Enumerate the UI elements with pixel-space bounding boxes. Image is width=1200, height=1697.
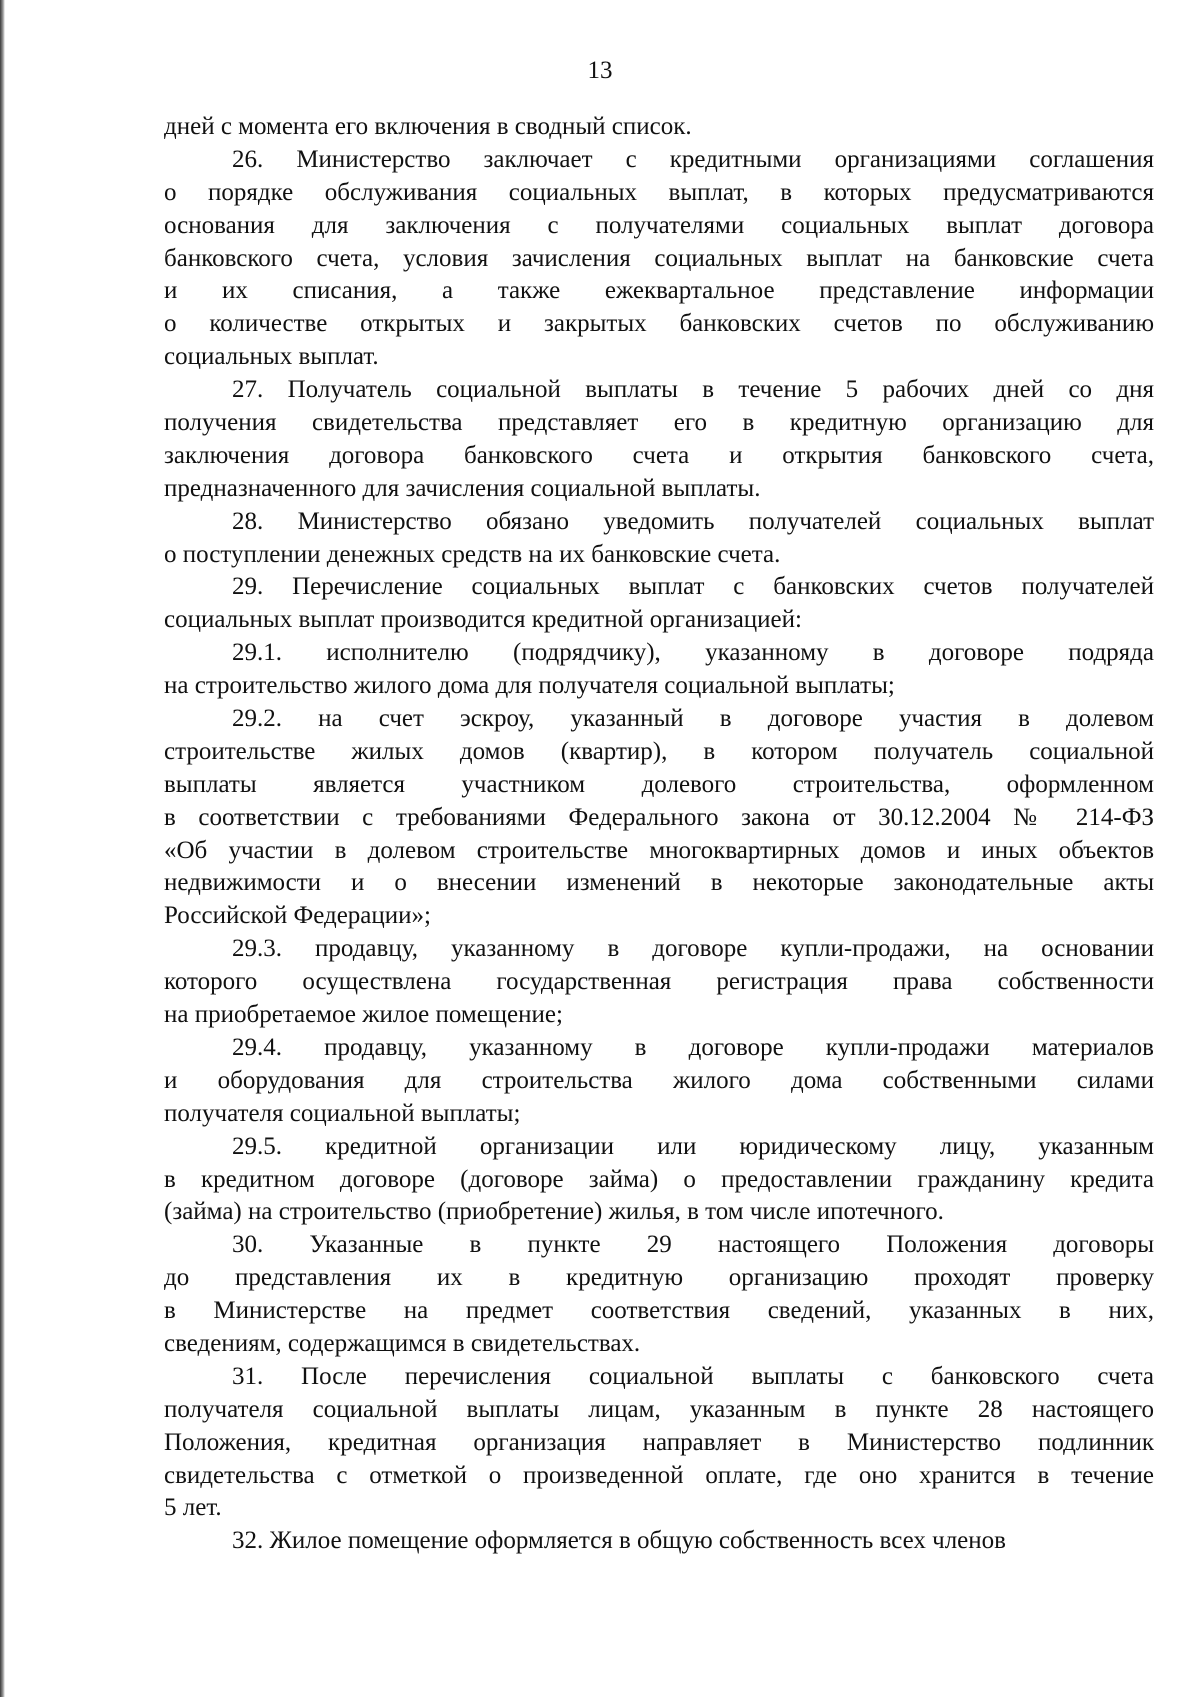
text-line: 32. Жилое помещение оформляется в общую собственность всех членов xyxy=(232,1527,1006,1555)
text-line: и их списания, а также ежеквартальное представление информации xyxy=(164,277,1154,305)
text-line: о поступлении денежных средств на их банковские счета. xyxy=(164,540,781,568)
paragraph-p26 xyxy=(164,144,1154,374)
text-line: «Об участии в долевом строительстве многоквартирных домов и иных объектов xyxy=(164,836,1154,864)
document-body xyxy=(164,111,1154,1558)
text-line: до представления их в кредитную организацию проходят проверку xyxy=(164,1264,1154,1292)
paragraph-p30 xyxy=(164,1229,1154,1361)
text-line: на строительство жилого дома для получателя социальной выплаты; xyxy=(164,672,895,700)
text-line: 28. Министерство обязано уведомить получателей социальных выплат xyxy=(232,507,1154,535)
text-line: выплаты является участником долевого строительства, оформленном xyxy=(164,770,1154,798)
text-line: на приобретаемое жилое помещение; xyxy=(164,1001,563,1029)
text-line: заключения договора банковского счета и открытия банковского счета, xyxy=(164,441,1154,469)
text-line: и оборудования для строительства жилого дома собственными силами xyxy=(164,1066,1154,1094)
text-line: 29.2. на счет эскроу, указанный в договоре участия в долевом xyxy=(232,705,1154,733)
text-line: 29.5. кредитной организации или юридическому лицу, указанным xyxy=(232,1132,1154,1160)
paragraph-p29-2 xyxy=(164,703,1154,933)
paragraph-p29-3 xyxy=(164,933,1154,1032)
text-line: недвижимости и о внесении изменений в некоторые законодательные акты xyxy=(164,869,1154,897)
text-line: социальных выплат. xyxy=(164,343,379,371)
text-line: 26. Министерство заключает с кредитными организациями соглашения xyxy=(232,145,1154,173)
text-line: Российской Федерации»; xyxy=(164,902,431,930)
text-line: получателя социальной выплаты; xyxy=(164,1099,521,1127)
text-line: о порядке обслуживания социальных выплат, в которых предусматриваются xyxy=(164,178,1154,206)
text-line: в Министерстве на предмет соответствия сведений, указанных в них, xyxy=(164,1297,1154,1325)
text-line: строительстве жилых домов (квартир), в котором получатель социальной xyxy=(164,737,1154,765)
text-line: 31. После перечисления социальной выплаты с банковского счета xyxy=(232,1362,1154,1390)
paragraph-p28 xyxy=(164,506,1154,572)
text-line: банковского счета, условия зачисления социальных выплат на банковские счета xyxy=(164,244,1154,272)
text-line: предназначенного для зачисления социальной выплаты. xyxy=(164,474,761,502)
text-line: основания для заключения с получателями социальных выплат договора xyxy=(164,211,1154,239)
text-line: Положения, кредитная организация направляет в Министерство подлинник xyxy=(164,1428,1154,1456)
paragraph-p29-4 xyxy=(164,1032,1154,1131)
paragraph-p29-1 xyxy=(164,637,1154,703)
text-line: социальных выплат производится кредитной организацией: xyxy=(164,606,802,634)
paragraph-p31 xyxy=(164,1361,1154,1525)
paragraph-p29-5 xyxy=(164,1131,1154,1230)
text-line: свидетельства с отметкой о произведенной оплате, где оно хранится в течение xyxy=(164,1461,1154,1489)
text-line: дней с момента его включения в сводный список. xyxy=(164,113,692,140)
text-line: получателя социальной выплаты лицам, указанным в пункте 28 настоящего xyxy=(164,1395,1154,1423)
text-line: получения свидетельства представляет его в кредитную организацию для xyxy=(164,409,1154,437)
page-number: 13 xyxy=(587,57,613,84)
text-line: в кредитном договоре (договоре займа) о предоставлении гражданину кредита xyxy=(164,1165,1154,1193)
text-line: (займа) на строительство (приобретение) жилья, в том числе ипотечного. xyxy=(164,1198,944,1226)
text-line: о количестве открытых и закрытых банковских счетов по обслуживанию xyxy=(164,310,1154,338)
text-line: 29. Перечисление социальных выплат с банковских счетов получателей xyxy=(232,573,1154,601)
text-line: 27. Получатель социальной выплаты в течение 5 рабочих дней со дня xyxy=(232,376,1154,404)
paragraph-p32 xyxy=(164,1525,1154,1558)
text-line: которого осуществлена государственная регистрация права собственности xyxy=(164,968,1154,996)
text-line: 29.3. продавцу, указанному в договоре купли-продажи, на основании xyxy=(232,935,1154,963)
text-line: 29.1. исполнителю (подрядчику), указанному в договоре подряда xyxy=(232,639,1154,667)
paragraph-p29 xyxy=(164,571,1154,637)
paragraph-p27 xyxy=(164,374,1154,506)
text-line: 29.4. продавцу, указанному в договоре купли-продажи материалов xyxy=(232,1033,1154,1061)
text-line: 5 лет. xyxy=(164,1494,222,1522)
text-line: в соответствии с требованиями Федерального закона от 30.12.2004 № 214-ФЗ xyxy=(164,803,1154,831)
text-line: 30. Указанные в пункте 29 настоящего Положения договоры xyxy=(232,1231,1154,1259)
paragraph-p25-tail xyxy=(164,111,1154,144)
text-line: сведениям, содержащимся в свидетельствах. xyxy=(164,1329,641,1357)
